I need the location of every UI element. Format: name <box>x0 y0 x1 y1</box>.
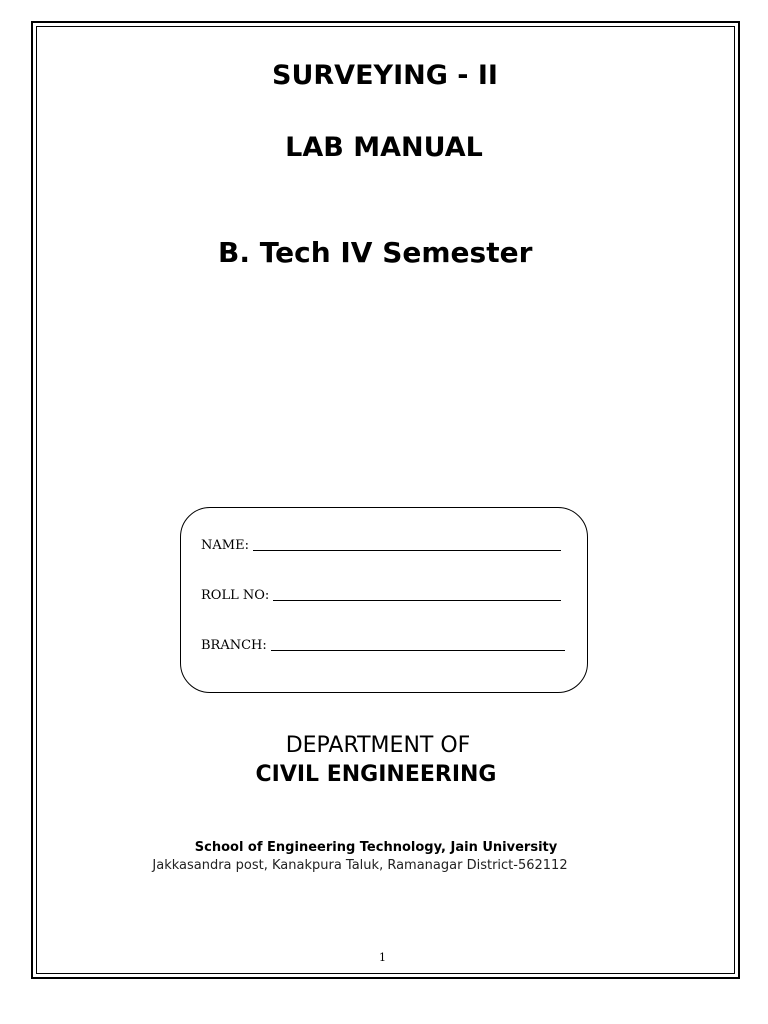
branch-field <box>201 638 565 653</box>
branch-label: BRANCH: <box>201 638 267 653</box>
student-info-box <box>180 507 588 693</box>
school-name: School of Engineering Technology, Jain University <box>194 840 558 855</box>
document-title: SURVEYING - II <box>272 60 498 91</box>
roll-blank-line <box>273 599 561 601</box>
department-line-1: DEPARTMENT OF <box>285 733 471 758</box>
name-field <box>201 538 561 553</box>
page-number: 1 <box>379 951 386 964</box>
roll-field <box>201 588 561 603</box>
document-subtitle: LAB MANUAL <box>285 132 483 163</box>
department-line-2: CIVIL ENGINEERING <box>255 762 497 787</box>
page-inner-border <box>36 26 735 974</box>
school-address: Jakkasandra post, Kanakpura Taluk, Ramanagar District-562112 <box>152 858 568 873</box>
name-label: NAME: <box>201 538 249 553</box>
semester-heading: B. Tech IV Semester <box>218 236 533 269</box>
roll-label: ROLL NO: <box>201 588 270 603</box>
branch-blank-line <box>271 649 565 651</box>
name-blank-line <box>253 549 561 551</box>
